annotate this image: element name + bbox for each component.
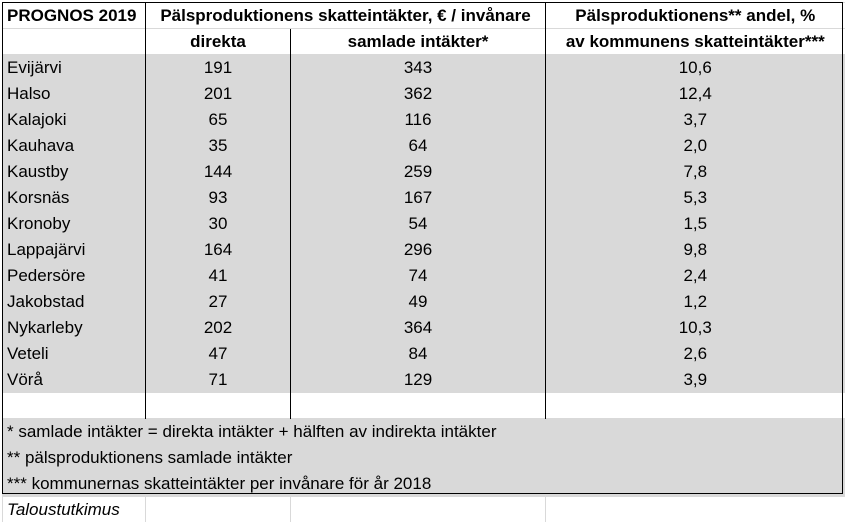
share-cell[interactable]: 1,2 [546,289,845,315]
footnote-text[interactable]: *** kommunernas skatteintäkter per invånare för år 2018 [3,471,845,497]
share-cell[interactable]: 5,3 [546,185,845,211]
direct-cell[interactable]: 201 [146,81,291,107]
empty-cell[interactable] [546,393,845,419]
direct-cell[interactable]: 35 [146,133,291,159]
share-cell[interactable]: 2,4 [546,263,845,289]
total-cell[interactable]: 296 [291,237,546,263]
municipality-cell[interactable]: Evijärvi [3,55,146,81]
municipality-cell[interactable]: Kronoby [3,211,146,237]
corner-label[interactable]: PROGNOS 2019 [3,3,146,29]
source-row [3,497,845,522]
municipality-cell[interactable]: Pedersöre [3,263,146,289]
municipality-cell[interactable]: Nykarleby [3,315,146,341]
footnote-row [3,419,845,445]
table-row [3,185,845,211]
total-cell[interactable]: 64 [291,133,546,159]
table-row [3,237,845,263]
municipality-cell[interactable]: Halso [3,81,146,107]
total-cell[interactable]: 129 [291,367,546,393]
share-cell[interactable]: 2,6 [546,341,845,367]
source-label[interactable]: Taloustutkimus [3,497,146,522]
direct-cell[interactable]: 71 [146,367,291,393]
direct-cell[interactable]: 30 [146,211,291,237]
share-cell[interactable]: 1,5 [546,211,845,237]
direct-cell[interactable]: 144 [146,159,291,185]
total-cell[interactable]: 84 [291,341,546,367]
direct-cell[interactable]: 202 [146,315,291,341]
empty-cell[interactable] [546,497,845,522]
empty-cell[interactable] [3,393,146,419]
municipality-cell[interactable]: Korsnäs [3,185,146,211]
col-direct-header[interactable]: direkta [146,29,291,55]
direct-cell[interactable]: 65 [146,107,291,133]
footnote-text[interactable]: * samlade intäkter = direkta intäkter + hälften av indirekta intäkter [3,419,845,445]
total-cell[interactable]: 74 [291,263,546,289]
direct-cell[interactable]: 41 [146,263,291,289]
total-cell[interactable]: 167 [291,185,546,211]
footnote-row [3,471,845,497]
municipality-cell[interactable]: Jakobstad [3,289,146,315]
total-cell[interactable]: 54 [291,211,546,237]
footnote-text[interactable]: ** pälsproduktionens samlade intäkter [3,445,845,471]
data-table [2,2,845,522]
table-row [3,341,845,367]
total-cell[interactable]: 364 [291,315,546,341]
direct-cell[interactable]: 93 [146,185,291,211]
share-cell[interactable]: 2,0 [546,133,845,159]
municipality-cell[interactable]: Kaustby [3,159,146,185]
direct-cell[interactable]: 191 [146,55,291,81]
direct-cell[interactable]: 27 [146,289,291,315]
share-cell[interactable]: 10,6 [546,55,845,81]
share-cell[interactable]: 12,4 [546,81,845,107]
table-row [3,133,845,159]
direct-cell[interactable]: 164 [146,237,291,263]
table-row [3,289,845,315]
empty-cell[interactable] [146,393,291,419]
total-cell[interactable]: 259 [291,159,546,185]
group-title[interactable]: Pälsproduktionens skatteintäkter, € / invånare [146,3,546,29]
table-row [3,55,845,81]
table-row [3,367,845,393]
header-row-2 [3,29,845,55]
total-cell[interactable]: 343 [291,55,546,81]
total-cell[interactable]: 49 [291,289,546,315]
share-cell[interactable]: 10,3 [546,315,845,341]
col-total-header[interactable]: samlade intäkter* [291,29,546,55]
empty-cell[interactable] [291,393,546,419]
share-cell[interactable]: 7,8 [546,159,845,185]
empty-cell[interactable] [146,497,291,522]
table-row [3,107,845,133]
share-cell[interactable]: 3,9 [546,367,845,393]
total-cell[interactable]: 116 [291,107,546,133]
table-row [3,211,845,237]
table-row [3,81,845,107]
share-title[interactable]: Pälsproduktionens** andel, % [546,3,845,29]
table-row [3,159,845,185]
empty-cell[interactable] [291,497,546,522]
table-row [3,315,845,341]
municipality-cell[interactable]: Kalajoki [3,107,146,133]
empty-header-cell[interactable] [3,29,146,55]
direct-cell[interactable]: 47 [146,341,291,367]
municipality-cell[interactable]: Kauhava [3,133,146,159]
total-cell[interactable]: 362 [291,81,546,107]
table-row [3,263,845,289]
share-cell[interactable]: 3,7 [546,107,845,133]
municipality-cell[interactable]: Veteli [3,341,146,367]
municipality-cell[interactable]: Vörå [3,367,146,393]
share-cell[interactable]: 9,8 [546,237,845,263]
spacer-row [3,393,845,419]
col-share-header[interactable]: av kommunens skatteintäkter*** [546,29,845,55]
header-row-1 [3,3,845,29]
footnote-row [3,445,845,471]
municipality-cell[interactable]: Lappajärvi [3,237,146,263]
